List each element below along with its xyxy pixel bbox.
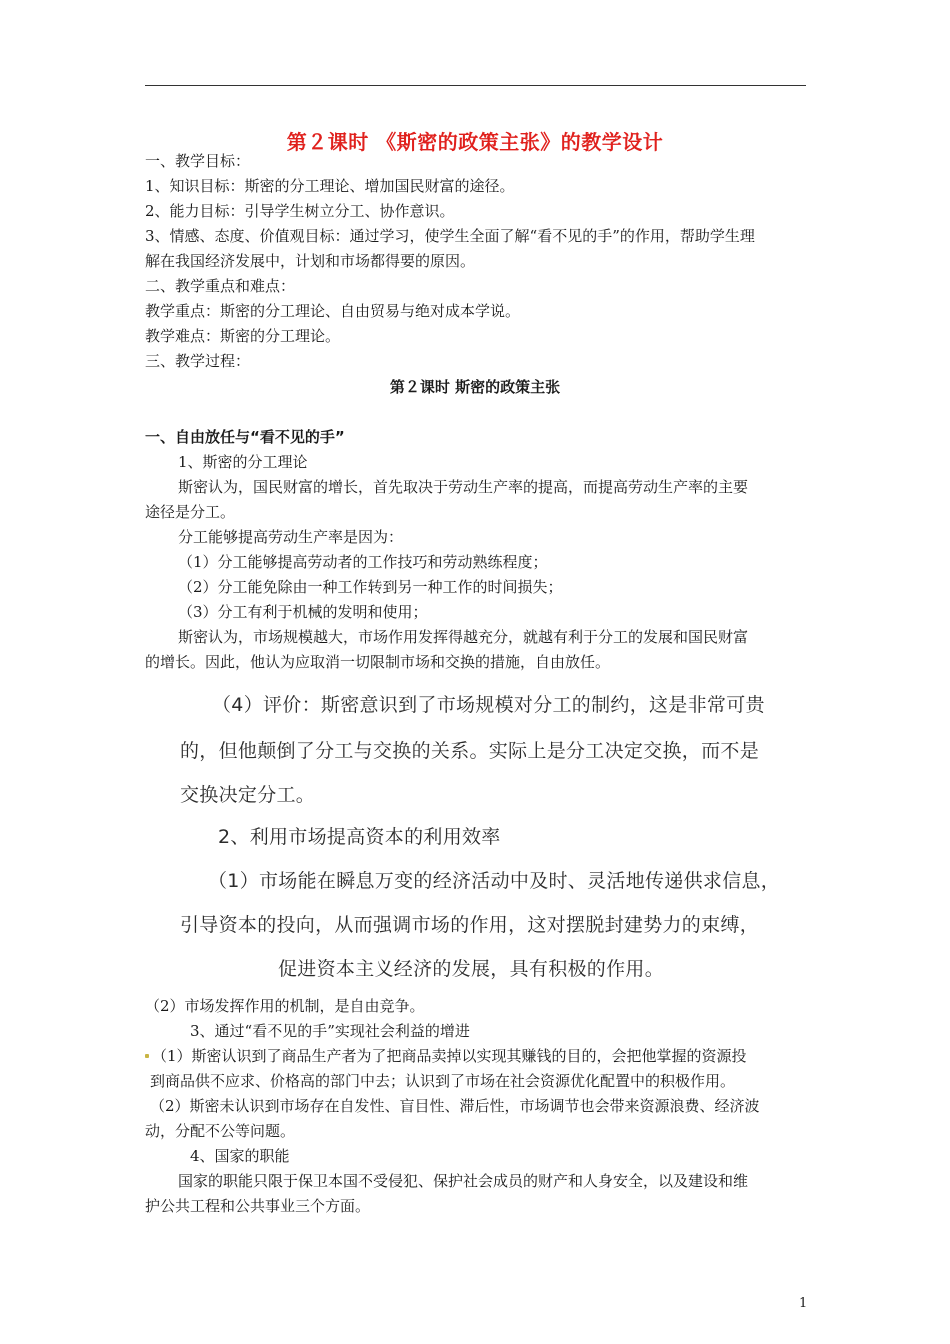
stray-mark xyxy=(145,1054,149,1058)
page-number: 1 xyxy=(799,1296,808,1311)
evaluation-line2: 的，但他颠倒了分工与交换的关系。实际上是分工决定交换，而不是 xyxy=(180,740,760,762)
item2-heading: 2、利用市场提高资本的利用效率 xyxy=(218,826,501,848)
sec1-heading: 一、教学目标： xyxy=(145,152,251,170)
paragraph5-line2: 到商品供不应求、价格高的部门中去；认识到了市场在社会资源优化配置中的积极作用。 xyxy=(150,1072,736,1090)
reason-2: （2）分工能免除由一种工作转到另一种工作的时间损失； xyxy=(178,578,563,596)
item1-heading: 1、斯密的分工理论 xyxy=(178,453,308,471)
goal-emotion-line1: 3、情感、态度、价值观目标：通过学习，使学生全面了解“看不见的手”的作用，帮助学生理 xyxy=(145,227,755,245)
goal-ability: 2、能力目标：引导学生树立分工、协作意识。 xyxy=(145,202,455,220)
paragraph3-line2: 的增长。因此，他认为应取消一切限制市场和交换的措施，自由放任。 xyxy=(145,653,611,671)
paragraph5-line1: （1）斯密认识到了商品生产者为了把商品卖掉以实现其赚钱的目的，会把他掌握的资源投 xyxy=(152,1047,747,1065)
paragraph1-line1: 斯密认为，国民财富的增长，首先取决于劳动生产率的提高，而提高劳动生产率的主要 xyxy=(178,478,749,496)
paragraph4: （2）市场发挥作用的机制，是自由竞争。 xyxy=(145,997,425,1015)
paragraph7-line2: 护公共工程和公共事业三个方面。 xyxy=(145,1197,371,1215)
reason-1: （1）分工能够提高劳动者的工作技巧和劳动熟练程度； xyxy=(178,553,548,571)
sec2-heading: 二、教学重点和难点： xyxy=(145,277,296,295)
evaluation-line1: （4）评价：斯密意识到了市场规模对分工的制约，这是非常可贵 xyxy=(212,694,765,716)
paragraph3-line1: 斯密认为，市场规模越大，市场作用发挥得越充分，就越有利于分工的发展和国民财富 xyxy=(178,628,749,646)
paragraph6-line1: （2）斯密未认识到市场存在自发性、盲目性、滞后性，市场调节也会带来资源浪费、经济波 xyxy=(150,1097,760,1115)
market-point-line3: 促进资本主义经济的发展，具有积极的作用。 xyxy=(278,958,665,980)
paragraph2: 分工能够提高劳动生产率是因为： xyxy=(178,528,404,546)
paragraph7-line1: 国家的职能只限于保卫本国不受侵犯、保护社会成员的财产和人身安全，以及建设和维 xyxy=(178,1172,749,1190)
goal-knowledge: 1、知识目标：斯密的分工理论、增加国民财富的途径。 xyxy=(145,177,515,195)
goal-emotion-line2: 解在我国经济发展中，计划和市场都得要的原因。 xyxy=(145,252,476,270)
evaluation-line3: 交换决定分工。 xyxy=(180,784,316,806)
header-rule xyxy=(145,85,806,86)
item4-heading: 4、国家的职能 xyxy=(190,1147,290,1165)
reason-3: （3）分工有利于机械的发明和使用； xyxy=(178,603,428,621)
market-point-line1: （1）市场能在瞬息万变的经济活动中及时、灵活地传递供求信息， xyxy=(208,870,781,892)
market-point-line2: 引导资本的投向，从而强调市场的作用，这对摆脱封建势力的束缚， xyxy=(180,914,760,936)
lesson-subtitle: 第２课时 斯密的政策主张 xyxy=(389,378,561,396)
sec3-heading: 三、教学过程： xyxy=(145,352,251,370)
key-point: 教学重点：斯密的分工理论、自由贸易与绝对成本学说。 xyxy=(145,302,521,320)
paragraph6-line2: 动，分配不公等问题。 xyxy=(145,1122,296,1140)
paragraph1-line2: 途径是分工。 xyxy=(145,503,236,521)
page-title: 第２课时 《斯密的政策主张》的教学设计 xyxy=(286,130,664,154)
difficulty: 教学难点：斯密的分工理论。 xyxy=(145,327,341,345)
item3-heading: 3、通过“看不见的手”实现社会利益的增进 xyxy=(190,1022,470,1040)
part1-heading: 一、自由放任与“看不见的手” xyxy=(145,428,345,446)
